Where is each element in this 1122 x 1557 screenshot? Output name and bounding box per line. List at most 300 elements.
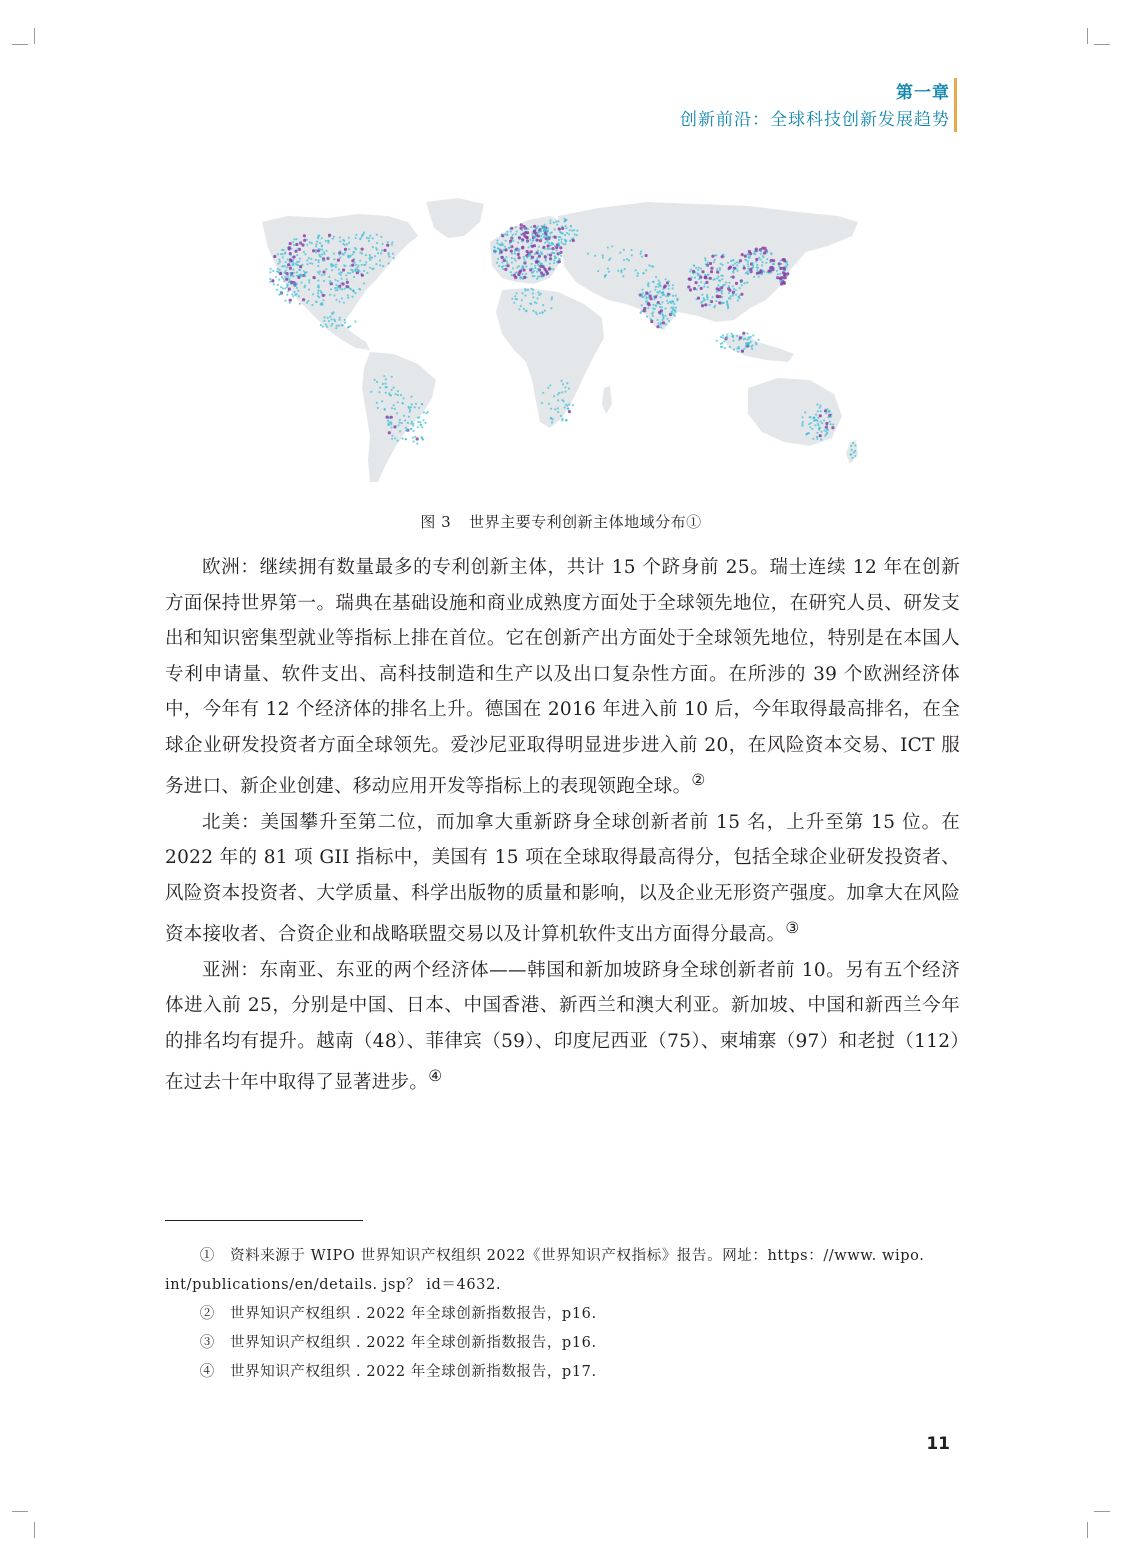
density-dot-low [761, 264, 763, 266]
density-dot-low [719, 286, 721, 288]
density-dot-high [351, 259, 354, 262]
density-dot-low [333, 294, 335, 296]
density-dot-low [725, 281, 727, 283]
density-dot-low [727, 307, 729, 309]
density-dot-low [809, 426, 811, 428]
density-dot-low [341, 324, 343, 326]
density-dot-low [315, 243, 317, 245]
density-dot-low [532, 275, 534, 277]
density-dot-low [361, 252, 363, 254]
density-dot-low [327, 242, 329, 244]
density-dot-low [555, 221, 557, 223]
density-dot-low [557, 411, 559, 413]
density-dot-low [541, 252, 543, 254]
density-dot-low [391, 438, 393, 440]
density-dot-low [509, 242, 511, 244]
density-dot-low [661, 301, 663, 303]
density-dot-low [649, 291, 651, 293]
density-dot-high [342, 282, 345, 285]
density-dot-low [818, 428, 820, 430]
density-dot-low [532, 292, 534, 294]
density-dot-low [504, 258, 506, 260]
density-dot-low [517, 241, 519, 243]
density-dot-low [269, 281, 271, 283]
density-dot-low [393, 387, 395, 389]
chapter-subtitle: 创新前沿：全球科技创新发展趋势 [680, 110, 950, 130]
footnote-1: ① 资料来源于 WIPO 世界知识产权组织 2022《世界知识产权指标》报告。网址：https：//www. wipo. int/publications/en/details. jsp？ id＝4632. [165, 1248, 925, 1293]
density-dot-low [689, 271, 691, 273]
density-dot-low [559, 258, 561, 260]
density-dot-low [391, 435, 393, 437]
density-dot-low [404, 419, 406, 421]
density-dot-low [391, 376, 393, 378]
density-dot-low [363, 232, 365, 234]
density-dot-low [721, 292, 723, 294]
density-dot-low [734, 263, 736, 265]
world-map-figure [258, 192, 866, 492]
density-dot-low [334, 287, 336, 289]
density-dot-low [675, 307, 677, 309]
density-dot-high [783, 272, 786, 275]
density-dot-high [645, 254, 648, 257]
density-dot-low [493, 246, 495, 248]
density-dot-low [292, 241, 294, 243]
density-dot-low [322, 299, 324, 301]
density-dot-low [510, 245, 512, 247]
density-dot-low [311, 263, 313, 265]
density-dot-low [365, 261, 367, 263]
density-dot-low [384, 383, 386, 385]
density-dot-low [662, 315, 664, 317]
density-dot-low [286, 286, 288, 288]
density-dot-low [525, 310, 527, 312]
density-dot-low [362, 234, 364, 236]
density-dot-low [608, 259, 610, 261]
density-dot-low [716, 340, 718, 342]
density-dot-low [299, 242, 301, 244]
density-dot-low [691, 276, 693, 278]
density-dot-low [282, 278, 284, 280]
density-dot-low [716, 268, 718, 270]
density-dot-low [409, 411, 411, 413]
density-dot-low [344, 244, 346, 246]
density-dot-low [283, 280, 285, 282]
density-dot-low [365, 254, 367, 256]
density-dot-low [668, 280, 670, 282]
density-dot-high [735, 282, 738, 285]
density-dot-low [786, 264, 788, 266]
crop-mark [1087, 1522, 1088, 1538]
page-number: 11 [926, 1434, 950, 1454]
density-dot-high [303, 234, 306, 237]
density-dot-high [517, 273, 520, 276]
islands-southeast-asia [724, 334, 794, 362]
density-dot-low [347, 294, 349, 296]
density-dot-high [748, 250, 751, 253]
density-dot-high [523, 276, 526, 279]
density-dot-low [292, 269, 294, 271]
density-dot-low [374, 255, 376, 257]
density-dot-high [289, 299, 292, 302]
density-dot-low [719, 267, 721, 269]
density-dot-high [688, 277, 691, 280]
density-dot-low [299, 258, 301, 260]
density-dot-low [303, 251, 305, 253]
density-dot-low [301, 281, 303, 283]
density-dot-low [657, 283, 659, 285]
density-dot-low [304, 285, 306, 287]
density-dot-low [744, 338, 746, 340]
density-dot-low [397, 394, 399, 396]
density-dot-low [534, 267, 536, 269]
density-dot-low [850, 445, 852, 447]
density-dot-high [301, 243, 304, 246]
density-dot-low [565, 390, 567, 392]
density-dot-low [327, 257, 329, 259]
density-dot-low [529, 239, 531, 241]
density-dot-high [819, 414, 822, 417]
density-dot-low [657, 286, 659, 288]
density-dot-low [411, 421, 413, 423]
density-dot-low [551, 298, 553, 300]
density-dot-low [371, 257, 373, 259]
density-dot-low [403, 415, 405, 417]
density-dot-low [811, 428, 813, 430]
density-dot-low [524, 227, 526, 229]
density-dot-low [386, 386, 388, 388]
density-dot-low [513, 302, 515, 304]
continent-africa [496, 288, 604, 428]
density-dot-low [351, 253, 353, 255]
density-dot-low [565, 240, 567, 242]
density-dot-high [782, 267, 785, 270]
density-dot-high [322, 294, 325, 297]
density-dot-low [827, 429, 829, 431]
density-dot-low [747, 272, 749, 274]
density-dot-high [701, 304, 704, 307]
density-dot-low [565, 419, 567, 421]
density-dot-low [524, 288, 526, 290]
density-dot-low [361, 264, 363, 266]
density-dot-low [810, 422, 812, 424]
density-dot-low [597, 270, 599, 272]
density-dot-low [350, 288, 352, 290]
density-dot-low [285, 261, 287, 263]
density-dot-low [391, 407, 393, 409]
density-dot-low [352, 271, 354, 273]
density-dot-low [655, 305, 657, 307]
density-dot-low [816, 432, 818, 434]
density-dot-high [390, 416, 393, 419]
density-dot-low [385, 378, 387, 380]
density-dot-low [752, 264, 754, 266]
density-dot-low [401, 422, 403, 424]
density-dot-low [740, 281, 742, 283]
density-dot-low [721, 278, 723, 280]
density-dot-low [518, 308, 520, 310]
density-dot-low [315, 259, 317, 261]
density-dot-low [496, 262, 498, 264]
density-dot-low [423, 411, 425, 413]
density-dot-low [638, 293, 640, 295]
density-dot-low [339, 240, 341, 242]
density-dot-low [296, 254, 298, 256]
density-dot-low [334, 279, 336, 281]
footnote-ref: ③ [785, 919, 800, 938]
density-dot-low [287, 275, 289, 277]
density-dot-low [287, 258, 289, 260]
density-dot-low [808, 432, 810, 434]
density-dot-low [363, 270, 365, 272]
density-dot-low [366, 272, 368, 274]
density-dot-low [369, 267, 371, 269]
density-dot-low [814, 424, 816, 426]
density-dot-low [317, 271, 319, 273]
density-dot-low [666, 318, 668, 320]
density-dot-low [506, 231, 508, 233]
density-dot-low [802, 416, 804, 418]
density-dot-low [523, 258, 525, 260]
density-dot-low [830, 423, 832, 425]
density-dot-low [773, 263, 775, 265]
density-dot-low [659, 296, 661, 298]
density-dot-low [329, 294, 331, 296]
density-dot-low [656, 302, 658, 304]
island-madagascar [602, 386, 612, 414]
density-dot-high [546, 272, 549, 275]
density-dot-low [315, 251, 317, 253]
density-dot-low [558, 239, 560, 241]
density-dot-low [550, 408, 552, 410]
density-dot-low [704, 283, 706, 285]
density-dot-low [336, 325, 338, 327]
density-dot-low [412, 425, 414, 427]
density-dot-low [322, 260, 324, 262]
density-dot-low [317, 290, 319, 292]
density-dot-low [663, 317, 665, 319]
density-dot-low [531, 242, 533, 244]
density-dot-low [546, 231, 548, 233]
density-dot-low [540, 225, 542, 227]
density-dot-low [417, 426, 419, 428]
density-dot-low [321, 245, 323, 247]
density-dot-low [537, 268, 539, 270]
density-dot-high [285, 278, 288, 281]
density-dot-low [714, 278, 716, 280]
density-dot-low [805, 433, 807, 435]
density-dot-low [299, 303, 301, 305]
density-dot-low [338, 301, 340, 303]
density-dot-low [327, 317, 329, 319]
density-dot-low [736, 335, 738, 337]
density-dot-low [652, 266, 654, 268]
density-dot-low [823, 419, 825, 421]
density-dot-low [347, 326, 349, 328]
density-dot-high [293, 255, 296, 258]
density-dot-high [289, 267, 292, 270]
density-dot-low [544, 227, 546, 229]
density-dot-high [544, 255, 547, 258]
density-dot-low [379, 387, 381, 389]
density-dot-low [769, 261, 771, 263]
density-dot-low [560, 241, 562, 243]
density-dot-low [707, 265, 709, 267]
density-dot-low [421, 403, 423, 405]
density-dot-low [553, 395, 555, 397]
density-dot-low [645, 300, 647, 302]
density-dot-low [765, 262, 767, 264]
density-dot-low [546, 236, 548, 238]
density-dot-low [318, 273, 320, 275]
density-dot-low [510, 230, 512, 232]
density-dot-low [671, 311, 673, 313]
density-dot-high [531, 256, 534, 259]
density-dot-low [393, 257, 395, 259]
density-dot-low [293, 272, 295, 274]
density-dot-low [816, 403, 818, 405]
density-dot-low [511, 274, 513, 276]
density-dot-low [547, 227, 549, 229]
density-dot-low [713, 306, 715, 308]
density-dot-low [762, 256, 764, 258]
density-dot-low [390, 423, 392, 425]
density-dot-low [514, 253, 516, 255]
density-dot-high [302, 298, 305, 301]
density-dot-low [335, 299, 337, 301]
density-dot-low [349, 255, 351, 257]
density-dot-low [571, 230, 573, 232]
density-dot-low [756, 269, 758, 271]
world-map [258, 192, 866, 492]
density-dot-low [716, 291, 718, 293]
density-dot-low [353, 251, 355, 253]
density-dot-high [510, 250, 513, 253]
density-dot-low [269, 271, 271, 273]
density-dot-low [288, 278, 290, 280]
density-dot-low [697, 269, 699, 271]
density-dot-high [344, 248, 347, 251]
density-dot-low [540, 238, 542, 240]
density-dot-high [831, 426, 834, 429]
density-dot-low [522, 265, 524, 267]
density-dot-low [397, 401, 399, 403]
density-dot-high [739, 259, 742, 262]
density-dot-low [414, 406, 416, 408]
density-dot-low [377, 407, 379, 409]
density-dot-low [318, 248, 320, 250]
density-dot-low [564, 386, 566, 388]
density-dot-low [351, 296, 353, 298]
density-dot-low [751, 348, 753, 350]
density-dot-low [675, 295, 677, 297]
density-dot-low [755, 343, 757, 345]
density-dot-low [383, 375, 385, 377]
density-dot-low [285, 269, 287, 271]
density-dot-high [771, 268, 774, 271]
density-dot-low [332, 238, 334, 240]
density-dot-low [417, 421, 419, 423]
density-dot-low [512, 267, 514, 269]
density-dot-high [742, 332, 745, 335]
density-dot-low [576, 230, 578, 232]
density-dot-low [660, 322, 662, 324]
density-dot-low [355, 248, 357, 250]
density-dot-low [539, 270, 541, 272]
density-dot-low [666, 300, 668, 302]
density-dot-low [747, 261, 749, 263]
density-dot-low [698, 267, 700, 269]
density-dot-low [376, 381, 378, 383]
density-dot-high [744, 255, 747, 258]
density-dot-low [321, 237, 323, 239]
density-dot-low [562, 243, 564, 245]
continent-north-america [262, 214, 418, 350]
density-dot-high [509, 240, 512, 243]
density-dot-low [532, 240, 534, 242]
density-dot-high [524, 231, 527, 234]
density-dot-high [572, 239, 575, 242]
density-dot-low [304, 253, 306, 255]
density-dot-low [357, 266, 359, 268]
density-dot-high [643, 307, 646, 310]
density-dot-low [387, 241, 389, 243]
density-dot-high [716, 295, 719, 298]
density-dot-low [574, 233, 576, 235]
density-dot-low [290, 275, 292, 277]
density-dot-low [394, 408, 396, 410]
density-dot-low [569, 229, 571, 231]
density-dot-low [703, 286, 705, 288]
density-dot-low [379, 259, 381, 261]
density-dot-high [664, 284, 667, 287]
density-dot-low [564, 243, 566, 245]
density-dot-low [521, 233, 523, 235]
density-dot-low [385, 392, 387, 394]
density-dot-low [307, 300, 309, 302]
density-dot-low [716, 277, 718, 279]
density-dot-low [543, 248, 545, 250]
density-dot-low [333, 318, 335, 320]
density-dot-low [296, 287, 298, 289]
density-dot-high [536, 251, 539, 254]
paragraph-text: 欧洲：继续拥有数量最多的专利创新主体，共计 15 个跻身前 25。瑞士连续 12 年在创新方面保持世界第一。瑞典在基础设施和商业成熟度方面处于全球领先地位，在研究人员、研发支出和知识密集型就业等指标上排在首位。它在创新产出方面处于全球领先地位，特别是在本国人专利申请量、软件支出、高科技制造和生产以及出口复杂性方面。在所涉的 39 个欧洲经济体中，今年有 12 个经济体的排名上升。德国在 2016 年进入前 10 后，今年取得最高排名，在全球企业研发投资者方面全球领先。爱沙尼亚取得明显进步进入前 20，在风险资本交易、ICT 服务进口、新企业创建、移动应用开发等指标上的表现领跑全球。 [165, 557, 960, 798]
density-dot-high [701, 270, 704, 273]
density-dot-low [554, 228, 556, 230]
density-dot-low [298, 295, 300, 297]
density-dot-low [707, 286, 709, 288]
density-dot-low [330, 263, 332, 265]
density-dot-low [537, 249, 539, 251]
density-dot-high [554, 236, 557, 239]
density-dot-low [626, 258, 628, 260]
density-dot-low [560, 255, 562, 257]
density-dot-low [851, 449, 853, 451]
density-dot-high [782, 258, 785, 261]
density-dot-low [851, 457, 853, 459]
density-dot-low [820, 431, 822, 433]
density-dot-low [413, 430, 415, 432]
density-dot-low [544, 310, 546, 312]
density-dot-low [278, 279, 280, 281]
density-dot-low [348, 237, 350, 239]
density-dot-low [565, 219, 567, 221]
density-dot-high [695, 281, 698, 284]
density-dot-low [562, 383, 564, 385]
density-dot-low [310, 258, 312, 260]
density-dot-low [643, 272, 645, 274]
density-dot-low [521, 273, 523, 275]
density-dot-low [562, 232, 564, 234]
